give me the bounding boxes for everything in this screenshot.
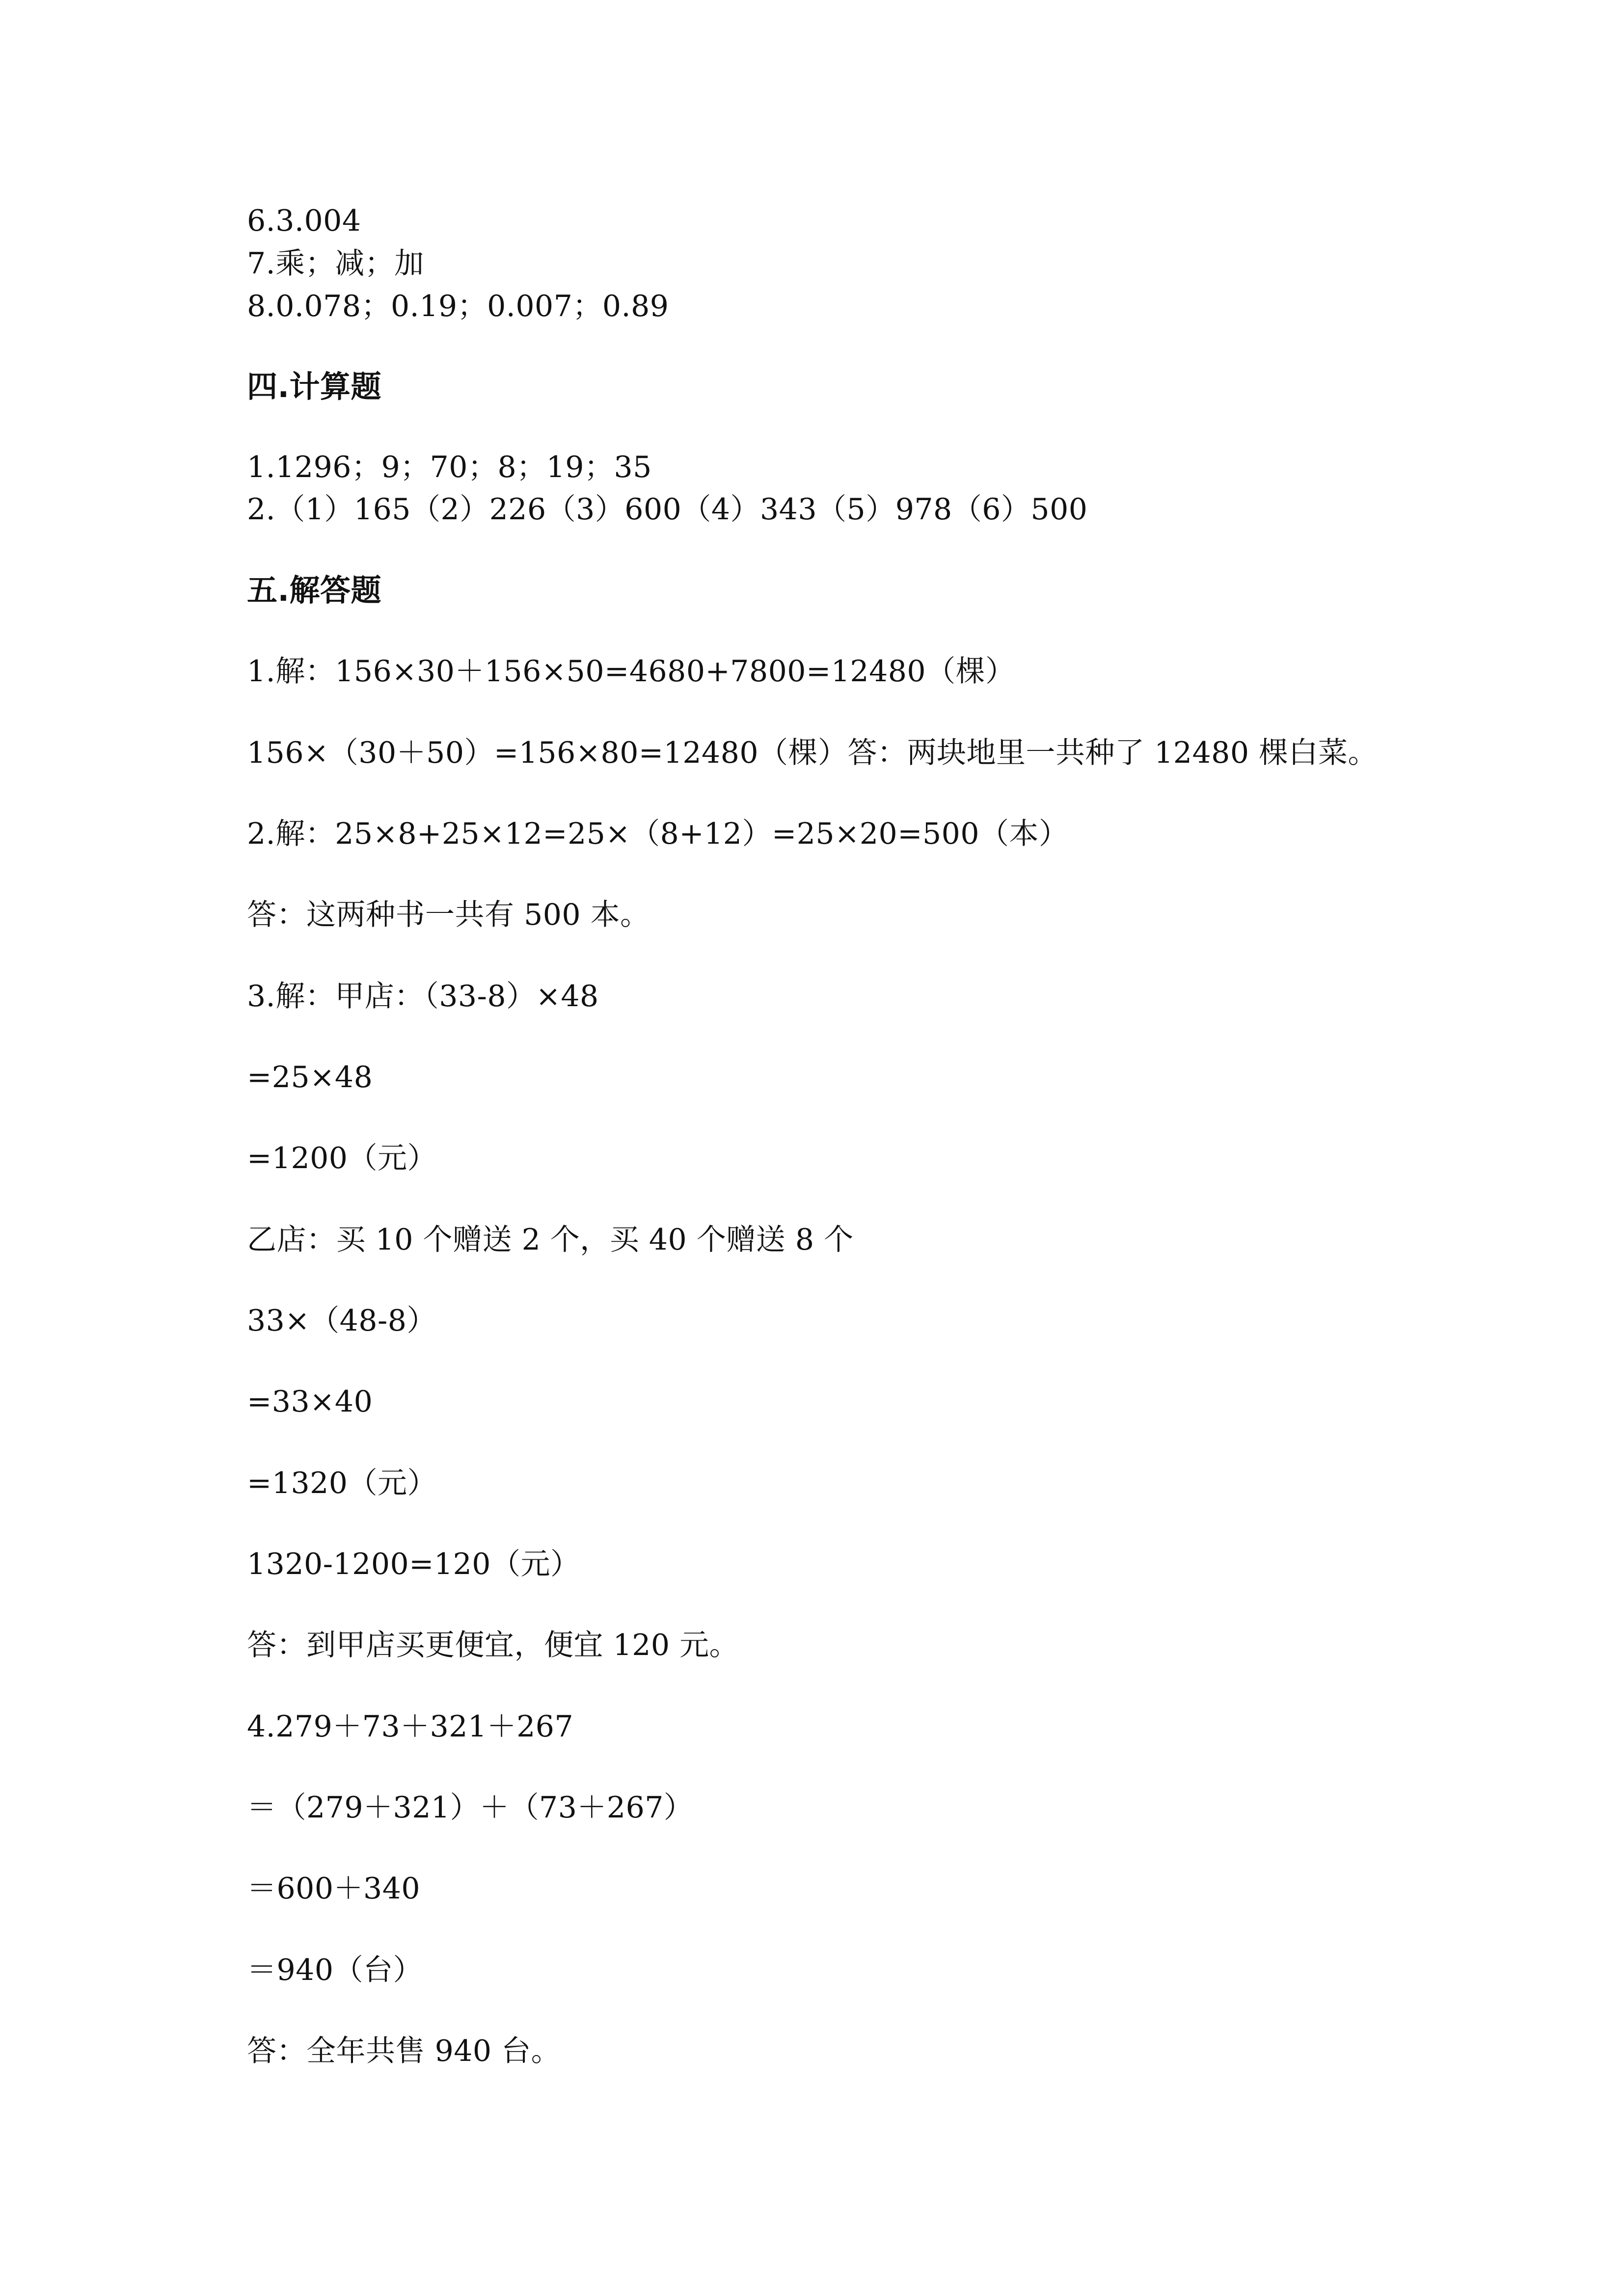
solution-line: =1200（元） [247, 1141, 437, 1175]
calc-answer-2: 2.（1）165（2）226（3）600（4）343（5）978（6）500 [247, 492, 1088, 527]
solution-line: =33×40 [247, 1385, 373, 1419]
solution-line: =25×48 [247, 1060, 373, 1095]
solution-line: 答：到甲店买更便宜，便宜 120 元。 [247, 1628, 739, 1662]
solution-line: 4.279＋73＋321＋267 [247, 1709, 574, 1744]
solution-line: 33×（48-8） [247, 1304, 436, 1338]
solution-line: 3.解：甲店：（33-8）×48 [247, 979, 599, 1014]
solution-line: 1320-1200=120（元） [247, 1547, 580, 1581]
solution-line: ＝940（台） [247, 1953, 423, 1987]
calc-answer-1: 1.1296；9；70；8；19；35 [247, 450, 652, 484]
solution-line: 乙店：买 10 个赠送 2 个，买 40 个赠送 8 个 [247, 1223, 854, 1257]
section-4-heading: 四.计算题 [247, 369, 382, 404]
solution-line: 2.解：25×8+25×12=25×（8+12）=25×20=500（本） [247, 817, 1069, 851]
solution-line: ＝600＋340 [247, 1871, 421, 1906]
solution-line: 156×（30＋50）=156×80=12480（棵）答：两块地里一共种了 12480 棵白菜。 [247, 736, 1378, 770]
solution-line: 答：这两种书一共有 500 本。 [247, 898, 650, 932]
fill-blank-answer-7: 7.乘；减；加 [247, 246, 424, 281]
solution-line: =1320（元） [247, 1466, 437, 1500]
solution-line: 1.解：156×30＋156×50=4680+7800=12480（棵） [247, 654, 1015, 689]
solution-line: 答：全年共售 940 台。 [247, 2034, 561, 2068]
section-5-heading: 五.解答题 [247, 572, 382, 608]
solution-line: ＝（279＋321）＋（73＋267） [247, 1790, 694, 1825]
fill-blank-answer-6: 6.3.004 [247, 204, 361, 238]
fill-blank-answer-8: 8.0.078；0.19；0.007；0.89 [247, 289, 669, 323]
